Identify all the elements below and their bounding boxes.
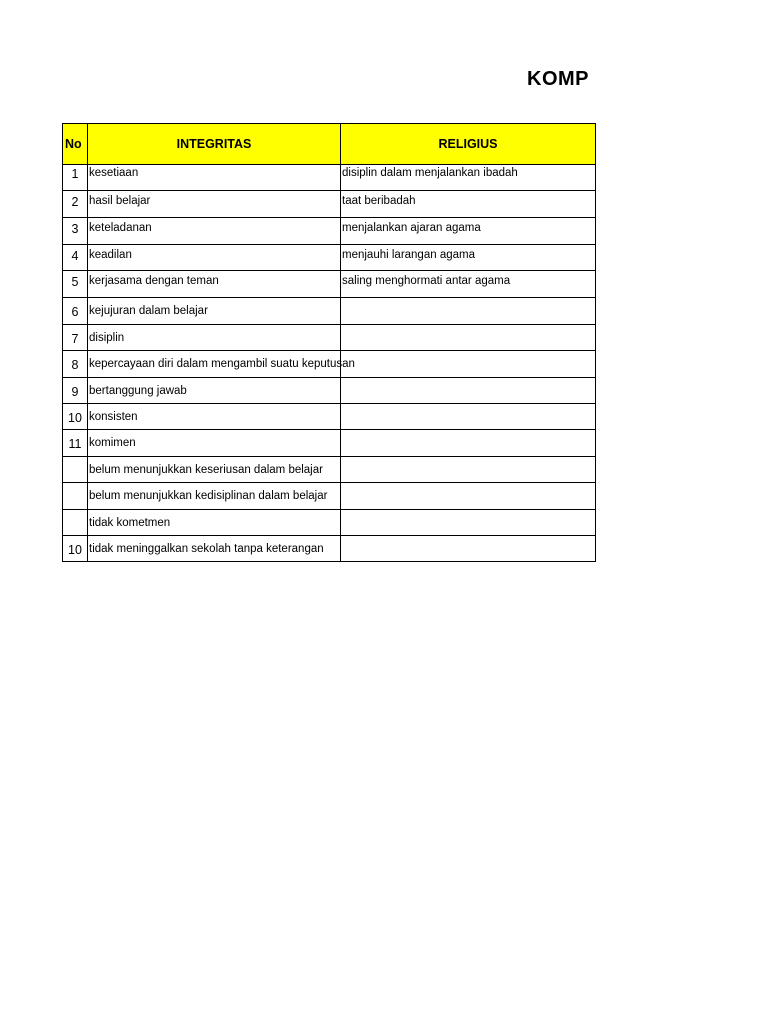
table-header-row bbox=[63, 124, 596, 165]
integritas-cell bbox=[88, 378, 341, 404]
religius-cell bbox=[341, 351, 596, 378]
religius-text bbox=[342, 457, 595, 464]
integritas-cell bbox=[88, 165, 341, 191]
religius-cell bbox=[341, 245, 596, 271]
integritas-text: kepercayaan diri dalam mengambil suatu keputusan bbox=[89, 358, 355, 370]
table-row bbox=[63, 510, 596, 536]
religius-cell bbox=[341, 298, 596, 325]
religius-cell bbox=[341, 457, 596, 483]
row-number-text: 5 bbox=[71, 275, 79, 289]
row-number-text: 11 bbox=[68, 437, 82, 451]
row-number-text bbox=[63, 483, 87, 490]
integritas-cell bbox=[88, 510, 341, 536]
page-title: KOMP bbox=[527, 68, 589, 90]
integritas-cell bbox=[88, 245, 341, 271]
row-number-text: 9 bbox=[71, 385, 79, 399]
table-row bbox=[63, 404, 596, 430]
religius-cell bbox=[341, 404, 596, 430]
religius-cell bbox=[341, 271, 596, 298]
integritas-cell bbox=[88, 430, 341, 457]
row-number-cell bbox=[63, 191, 88, 218]
table-row bbox=[63, 457, 596, 483]
integritas-text: tidak kometmen bbox=[89, 517, 171, 529]
header-no: No bbox=[63, 124, 88, 165]
row-number-text: 8 bbox=[71, 358, 79, 372]
row-number-cell bbox=[63, 378, 88, 404]
row-number-text: 3 bbox=[71, 222, 79, 236]
religius-text: saling menghormati antar agama bbox=[342, 275, 511, 287]
integritas-cell bbox=[88, 536, 341, 562]
religius-text bbox=[342, 325, 595, 332]
religius-cell bbox=[341, 510, 596, 536]
row-number-cell bbox=[63, 271, 88, 298]
integritas-text: keadilan bbox=[89, 249, 132, 261]
row-number-cell bbox=[63, 483, 88, 510]
religius-text bbox=[342, 351, 595, 358]
integritas-cell bbox=[88, 483, 341, 510]
religius-text bbox=[342, 536, 595, 543]
integritas-text: belum menunjukkan keseriusan dalam belajar bbox=[89, 464, 323, 476]
integritas-text: konsisten bbox=[89, 411, 138, 423]
religius-cell bbox=[341, 430, 596, 457]
competency-table bbox=[62, 123, 596, 562]
row-number-cell bbox=[63, 351, 88, 378]
table-row bbox=[63, 351, 596, 378]
row-number-text: 10 bbox=[68, 543, 82, 557]
integritas-cell bbox=[88, 271, 341, 298]
table-row bbox=[63, 325, 596, 351]
religius-cell bbox=[341, 325, 596, 351]
row-number-cell bbox=[63, 510, 88, 536]
header-religius: RELIGIUS bbox=[341, 124, 596, 165]
religius-text bbox=[342, 483, 595, 490]
integritas-text: tidak meninggalkan sekolah tanpa keterangan bbox=[89, 543, 324, 555]
religius-text bbox=[342, 510, 595, 517]
row-number-text: 4 bbox=[71, 249, 79, 263]
religius-text bbox=[342, 298, 595, 305]
religius-cell bbox=[341, 218, 596, 245]
integritas-text: keteladanan bbox=[89, 222, 152, 234]
row-number-text: 6 bbox=[71, 305, 79, 319]
religius-text: menjalankan ajaran agama bbox=[342, 222, 481, 234]
row-number-text: 1 bbox=[71, 167, 79, 181]
integritas-text: kejujuran dalam belajar bbox=[89, 305, 208, 317]
table-row bbox=[63, 483, 596, 510]
religius-text: taat beribadah bbox=[342, 195, 416, 207]
row-number-cell bbox=[63, 325, 88, 351]
header-integritas: INTEGRITAS bbox=[88, 124, 341, 165]
integritas-text: disiplin bbox=[89, 332, 125, 344]
religius-cell bbox=[341, 536, 596, 562]
religius-cell bbox=[341, 165, 596, 191]
religius-cell bbox=[341, 191, 596, 218]
integritas-cell bbox=[88, 218, 341, 245]
table-row bbox=[63, 191, 596, 218]
religius-text bbox=[342, 404, 595, 411]
integritas-cell bbox=[88, 351, 355, 378]
row-number-text bbox=[63, 457, 87, 464]
row-number-cell bbox=[63, 218, 88, 245]
integritas-text: belum menunjukkan kedisiplinan dalam belajar bbox=[89, 490, 328, 502]
table-row bbox=[63, 536, 596, 562]
table-row bbox=[63, 430, 596, 457]
integritas-text: kerjasama dengan teman bbox=[89, 275, 219, 287]
religius-cell bbox=[341, 378, 596, 404]
row-number-cell bbox=[63, 536, 88, 562]
table-body bbox=[63, 165, 596, 562]
row-number-cell bbox=[63, 298, 88, 325]
table-row bbox=[63, 378, 596, 404]
row-number-cell bbox=[63, 165, 88, 191]
integritas-text: hasil belajar bbox=[89, 195, 151, 207]
table-row bbox=[63, 298, 596, 325]
row-number-text: 7 bbox=[71, 332, 79, 346]
table-row bbox=[63, 165, 596, 191]
table-row bbox=[63, 245, 596, 271]
row-number-text: 2 bbox=[71, 195, 79, 209]
table-row bbox=[63, 271, 596, 298]
integritas-cell bbox=[88, 191, 341, 218]
religius-cell bbox=[341, 483, 596, 510]
row-number-cell bbox=[63, 457, 88, 483]
integritas-cell bbox=[88, 404, 341, 430]
integritas-cell bbox=[88, 325, 341, 351]
religius-text: disiplin dalam menjalankan ibadah bbox=[342, 167, 518, 179]
integritas-cell bbox=[88, 298, 341, 325]
integritas-text: kesetiaan bbox=[89, 167, 139, 179]
row-number-cell bbox=[63, 404, 88, 430]
religius-text: menjauhi larangan agama bbox=[342, 249, 475, 261]
integritas-text: komimen bbox=[89, 437, 136, 449]
religius-text bbox=[342, 378, 595, 385]
table-row bbox=[63, 218, 596, 245]
integritas-text: bertanggung jawab bbox=[89, 385, 187, 397]
row-number-text: 10 bbox=[68, 411, 82, 425]
row-number-cell bbox=[63, 245, 88, 271]
row-number-text bbox=[63, 510, 87, 517]
row-number-cell bbox=[63, 430, 88, 457]
integritas-cell bbox=[88, 457, 341, 483]
religius-text bbox=[342, 430, 595, 437]
